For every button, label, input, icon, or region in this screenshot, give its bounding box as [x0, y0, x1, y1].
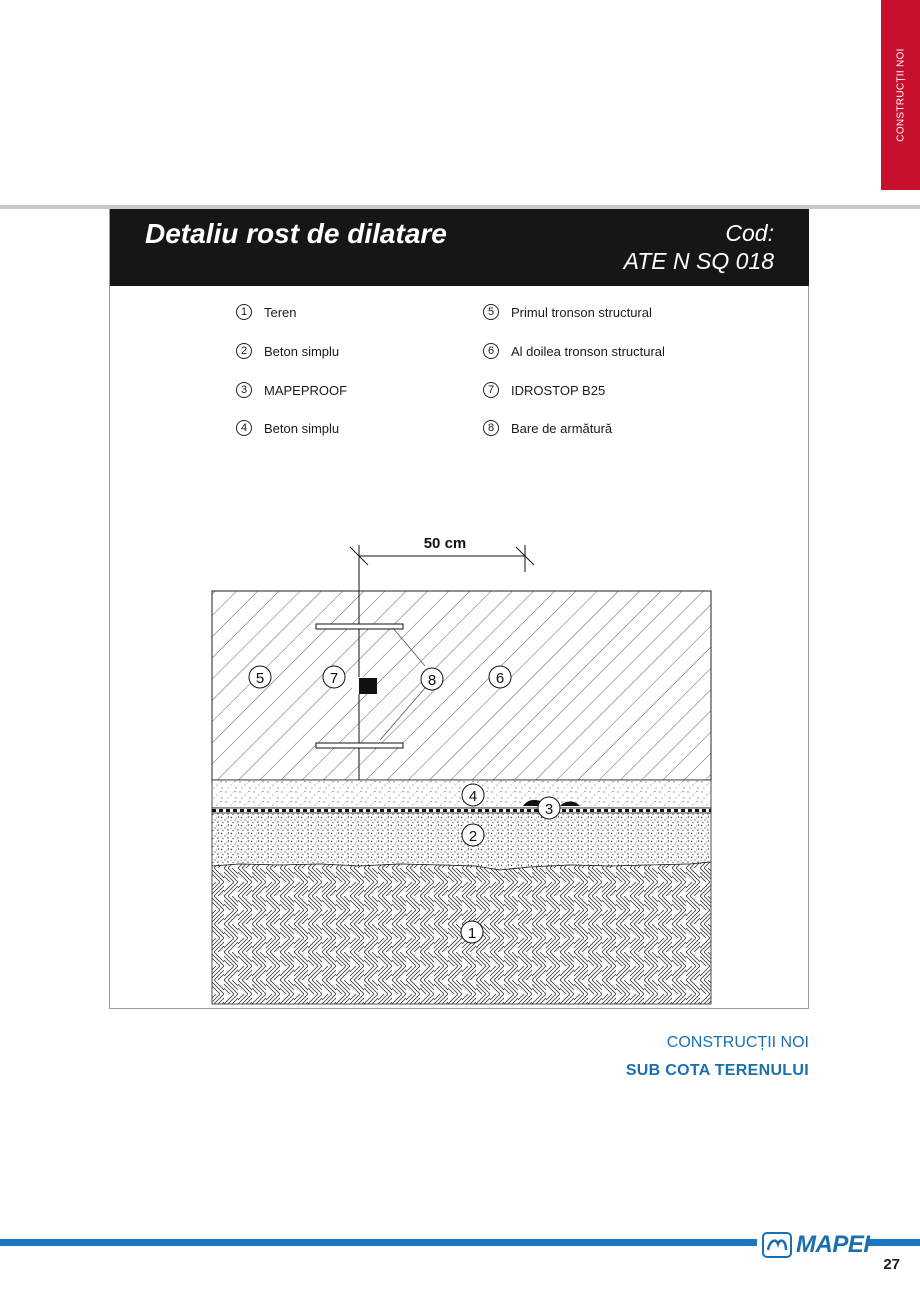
- footer-subcategory: SUB COTA TERENULUI: [625, 1062, 809, 1079]
- svg-text:4: 4: [468, 788, 478, 805]
- structural-section: [212, 591, 711, 780]
- membrane-mapeproof: [212, 808, 711, 813]
- callout-1: [461, 921, 483, 943]
- callout-6: [489, 666, 511, 688]
- legend-label: Beton simplu: [264, 420, 340, 436]
- legend-number: 5: [483, 304, 499, 320]
- footer-rule-end: [868, 1239, 920, 1246]
- legend-number: 7: [483, 382, 499, 398]
- svg-text:5: 5: [255, 670, 265, 687]
- footer-category: CONSTRUCȚII NOI: [666, 1034, 809, 1051]
- callout-3: [538, 797, 560, 819]
- callout-2: [462, 824, 484, 846]
- footer-rule: [0, 1239, 757, 1246]
- lean-concrete-top: [212, 780, 711, 808]
- callout-8: [421, 668, 443, 690]
- legend-number: 6: [483, 343, 499, 359]
- waterstop-idrostop: [359, 678, 377, 694]
- legend-label: Beton simplu: [264, 343, 340, 359]
- mapei-logo-icon: [762, 1232, 792, 1258]
- legend-label: Bare de armătură: [511, 420, 613, 436]
- legend-number: 1: [236, 304, 252, 320]
- legend-label: Primul tronson structural: [511, 304, 652, 320]
- legend-number: 4: [236, 420, 252, 436]
- legend-number: 3: [236, 382, 252, 398]
- code-label: Cod:: [725, 220, 774, 246]
- svg-text:3: 3: [544, 801, 554, 818]
- dimension-label: 50 cm: [423, 535, 467, 552]
- callout-7: [323, 666, 345, 688]
- legend-number: 2: [236, 343, 252, 359]
- page-title: Detaliu rost de dilatare: [145, 218, 447, 249]
- mapei-logo-text: MAPEI: [796, 1231, 870, 1258]
- svg-text:6: 6: [495, 670, 505, 687]
- legend-label: MAPEPROOF: [264, 382, 348, 398]
- mapei-logo: [762, 1231, 870, 1259]
- lean-concrete-bottom: [212, 813, 711, 870]
- svg-text:1: 1: [467, 925, 477, 942]
- svg-text:7: 7: [329, 670, 339, 687]
- page-number: 27: [883, 1256, 900, 1273]
- section-side-tab-label: CONSTRUCȚII NOI: [895, 48, 906, 142]
- legend-label: IDROSTOP B25: [511, 382, 606, 398]
- code-value: ATE N SQ 018: [623, 248, 774, 274]
- legend-label: Teren: [264, 304, 297, 320]
- legend-label: Al doilea tronson structural: [511, 343, 665, 359]
- callout-5: [249, 666, 271, 688]
- svg-text:2: 2: [468, 828, 478, 845]
- legend-number: 8: [483, 420, 499, 436]
- svg-text:8: 8: [427, 672, 437, 689]
- callout-4: [462, 784, 484, 806]
